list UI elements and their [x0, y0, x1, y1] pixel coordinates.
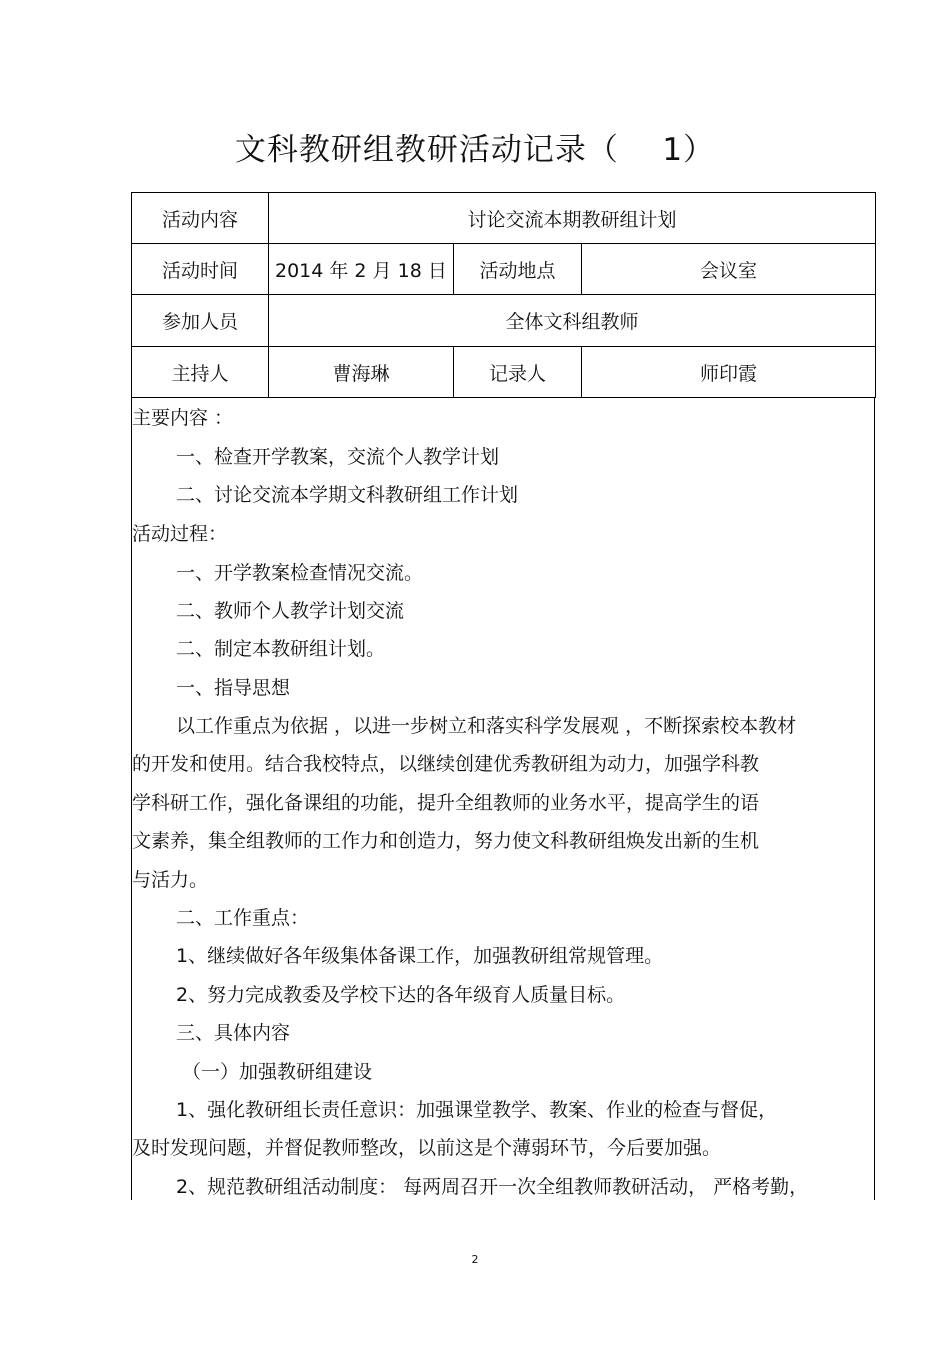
- content-line: 一、检查开学教案，交流个人教学计划: [176, 446, 500, 468]
- content-line: （一）加强教研组建设: [182, 1061, 373, 1083]
- content-line: 二、制定本教研组计划。: [176, 638, 386, 660]
- table-row: [132, 193, 876, 244]
- content-line: 学科研工作，强化备课组的功能，提升全组教师的业务水平，提高学生的语: [132, 792, 760, 814]
- content-line: 以工作重点为依据 ，以进一步树立和落实科学发展观 ，不断探索校本教材: [176, 715, 797, 737]
- content-line: 1、继续做好各年级集体备课工作，加强教研组常规管理。: [176, 945, 664, 967]
- page-number: 2: [471, 1253, 479, 1266]
- host-value: 曹海琳: [269, 347, 454, 398]
- content-line: 一、开学教案检查情况交流。: [176, 562, 424, 584]
- activity-time-value: 2014 年 2 月 18 日: [269, 244, 454, 295]
- page-title: 文科教研组教研活动记录（ 1）: [234, 132, 716, 168]
- activity-time-label: 活动时间: [132, 244, 269, 295]
- participants-label: 参加人员: [132, 295, 269, 347]
- recorder-label: 记录人: [454, 347, 582, 398]
- table-row: [132, 244, 876, 295]
- table-row: [132, 347, 876, 398]
- content-cell: [131, 398, 875, 1200]
- content-line: 三、具体内容: [176, 1022, 291, 1044]
- content-line: 的开发和使用。结合我校特点，以继续创建优秀教研组为动力，加强学科教: [132, 753, 760, 775]
- activity-location-label: 活动地点: [454, 244, 582, 295]
- recorder-value: 师印霞: [582, 347, 876, 398]
- content-line: 2、规范教研组活动制度： 每两周召开一次全组教师教研活动， 严格考勤，: [176, 1176, 809, 1198]
- content-line: 2、努力完成教委及学校下达的各年级育人质量目标。: [176, 984, 626, 1006]
- participants-value: 全体文科组教师: [269, 295, 876, 347]
- activity-content-label: 活动内容: [132, 193, 269, 244]
- activity-location-value: 会议室: [582, 244, 876, 295]
- content-line: 文素养，集全组教师的工作力和创造力，努力使文科教研组焕发出新的生机: [132, 830, 760, 852]
- activity-content-value: 讨论交流本期教研组计划: [269, 193, 876, 244]
- content-line: 二、讨论交流本学期文科教研组工作计划: [176, 484, 519, 506]
- table-row: [132, 295, 876, 347]
- content-line: 二、教师个人教学计划交流: [176, 600, 405, 622]
- content-line: 主要内容 ：: [132, 407, 234, 429]
- host-label: 主持人: [132, 347, 269, 398]
- content-line: 一、指导思想: [176, 677, 291, 699]
- content-line: 活动过程：: [132, 523, 228, 545]
- content-line: 1、强化教研组长责任意识：加强课堂教学、教案、作业的检查与督促，: [176, 1099, 778, 1121]
- content-line: 二、工作重点：: [176, 907, 310, 929]
- activity-info-table: [131, 192, 876, 398]
- content-line: 及时发现问题，并督促教师整改，以前这是个薄弱环节，今后要加强。: [132, 1137, 722, 1159]
- content-line: 与活力。: [132, 869, 209, 891]
